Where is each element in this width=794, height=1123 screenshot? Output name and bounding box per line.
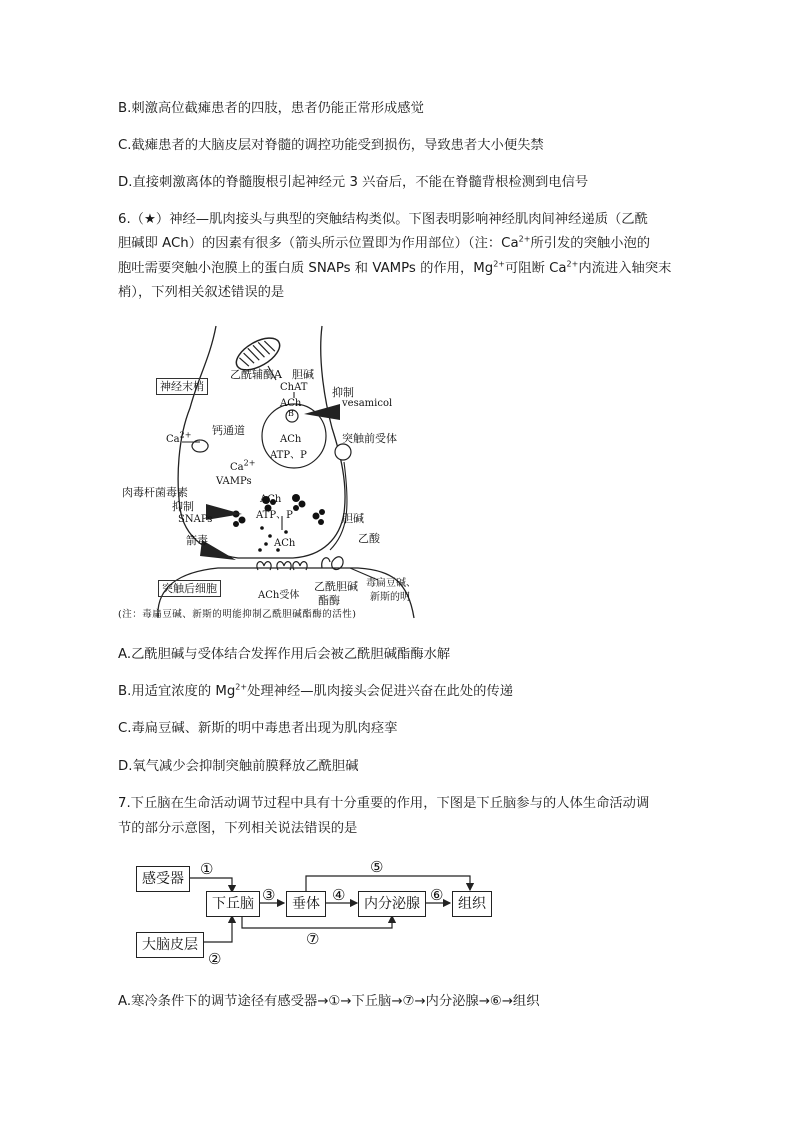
q5-option-c: C.截瘫患者的大脑皮层对脊髓的调控功能受到损伤，导致患者大小便失禁 [118,138,544,153]
label-ache-2: 酯酶 [318,594,340,607]
node-receptor: 感受器 [136,866,190,892]
synapse-figure [118,318,430,624]
node-cerebral-cortex: 大脑皮层 [136,932,204,958]
label-ca-outside: $Ca^{2+}$ [166,430,192,445]
label-b-marker: B [288,409,294,418]
node-endocrine-gland: 内分泌腺 [358,891,426,917]
q7-stem-line1: 7.下丘脑在生命活动调节过程中具有十分重要的作用，下图是下丘脑参与的人体生命活动调 [118,796,650,811]
label-ach-release: ACh [260,494,282,505]
label-inhibit-mid: 抑制 [172,500,194,513]
q6-stem-line2: 胆碱即 ACh）的因素有很多（箭头所示位置即为作用部位）（注：$Ca^{2+}$所引发的突触小泡的 [118,234,651,251]
label-ach-cleft: ACh [274,538,296,549]
q6-option-c: C.毒扁豆碱、新斯的明中毒患者出现为肌肉痉挛 [118,721,398,736]
node-hypothalamus: 下丘脑 [206,891,260,917]
arrow-5 [306,876,470,891]
label-acetyl-coa: 乙酰辅酶A [230,368,282,381]
q5-option-d: D.直接刺激离体的脊髓腹根引起神经元 3 兴奋后，不能在脊髓背根检测到电信号 [118,175,589,190]
q7-option-a: A.寒冷条件下的调节途径有感受器→①→下丘脑→⑦→内分泌腺→⑥→组织 [118,994,540,1009]
q6-option-a: A.乙酰胆碱与受体结合发挥作用后会被乙酰胆碱酯酶水解 [118,647,451,662]
label-n3: ③ [262,886,276,904]
q6-stem-line1: 6.（★）神经—肌肉接头与典型的突触结构类似。下图表明影响神经肌肉间神经递质（乙酰 [118,212,648,227]
q6-stem-line4: 梢），下列相关叙述错误的是 [118,285,285,300]
arrow-1 [188,878,232,892]
label-n2: ② [208,950,222,968]
q6-option-b: B.用适宜浓度的 $Mg^{2+}$处理神经—肌肉接头会促进兴奋在此处的传递 [118,682,514,699]
label-ach-top: ACh [280,398,302,409]
label-curare: 箭毒 [186,534,208,547]
label-atp-p-vesicle: ATP、P [270,450,307,461]
label-presynaptic-receptor: 突触前受体 [342,432,397,445]
q5-option-b: B.刺激高位截瘫患者的四肢，患者仍能正常形成感觉 [118,101,424,116]
node-tissue: 组织 [452,891,492,917]
label-n1: ① [200,860,214,878]
label-n6: ⑥ [430,886,444,904]
label-vamps: VAMPs [216,476,252,487]
label-atp-p-release: ATP、P [256,510,293,521]
label-n4: ④ [332,886,346,904]
label-acetic-acid: 乙酸 [358,532,380,545]
label-choline-right: 胆碱 [342,512,364,525]
label-snaps: SNAPs [178,514,213,525]
label-physostigmine-2: 新斯的明 [370,592,410,603]
label-ache-1: 乙酰胆碱 [314,580,358,593]
label-n5: ⑤ [370,858,384,876]
label-choline-top: 胆碱 [292,368,314,381]
q6-stem-line3: 胞吐需要突触小泡膜上的蛋白质 SNAPs 和 VAMPs 的作用，$Mg^{2+}$可阻断 $Ca^{2+}$内流进入轴突末 [118,259,672,276]
label-nerve-terminal: 神经末梢 [156,378,208,395]
regulation-flow-diagram [130,858,500,978]
label-inhibit-top: 抑制 [332,386,354,399]
label-n7: ⑦ [306,930,320,948]
label-ach-receptor: ACh受体 [258,590,300,601]
label-vesamicol: vesamicol [342,398,393,409]
label-ca-inside: $Ca^{2+}$ [230,458,256,473]
q6-option-d: D.氧气减少会抑制突触前膜释放乙酰胆碱 [118,759,359,774]
label-physostigmine-1: 毒扁豆碱、 [366,578,416,589]
node-pituitary: 垂体 [286,891,326,917]
label-botulinum-toxin: 肉毒杆菌毒素 [122,486,188,499]
figure-note: (注：毒扁豆碱、新斯的明能抑制乙酰胆碱酯酶的活性) [118,609,357,620]
presynaptic-receptor [335,444,351,460]
label-ach-vesicle: ACh [280,434,302,445]
label-postsynaptic-cell: 突触后细胞 [158,580,221,597]
label-calcium-channel: 钙通道 [212,424,245,437]
vesamicol-inhibit-arrow [304,404,340,420]
label-chat: ChAT [280,382,308,393]
q7-stem-line2: 节的部分示意图，下列相关说法错误的是 [118,821,358,836]
